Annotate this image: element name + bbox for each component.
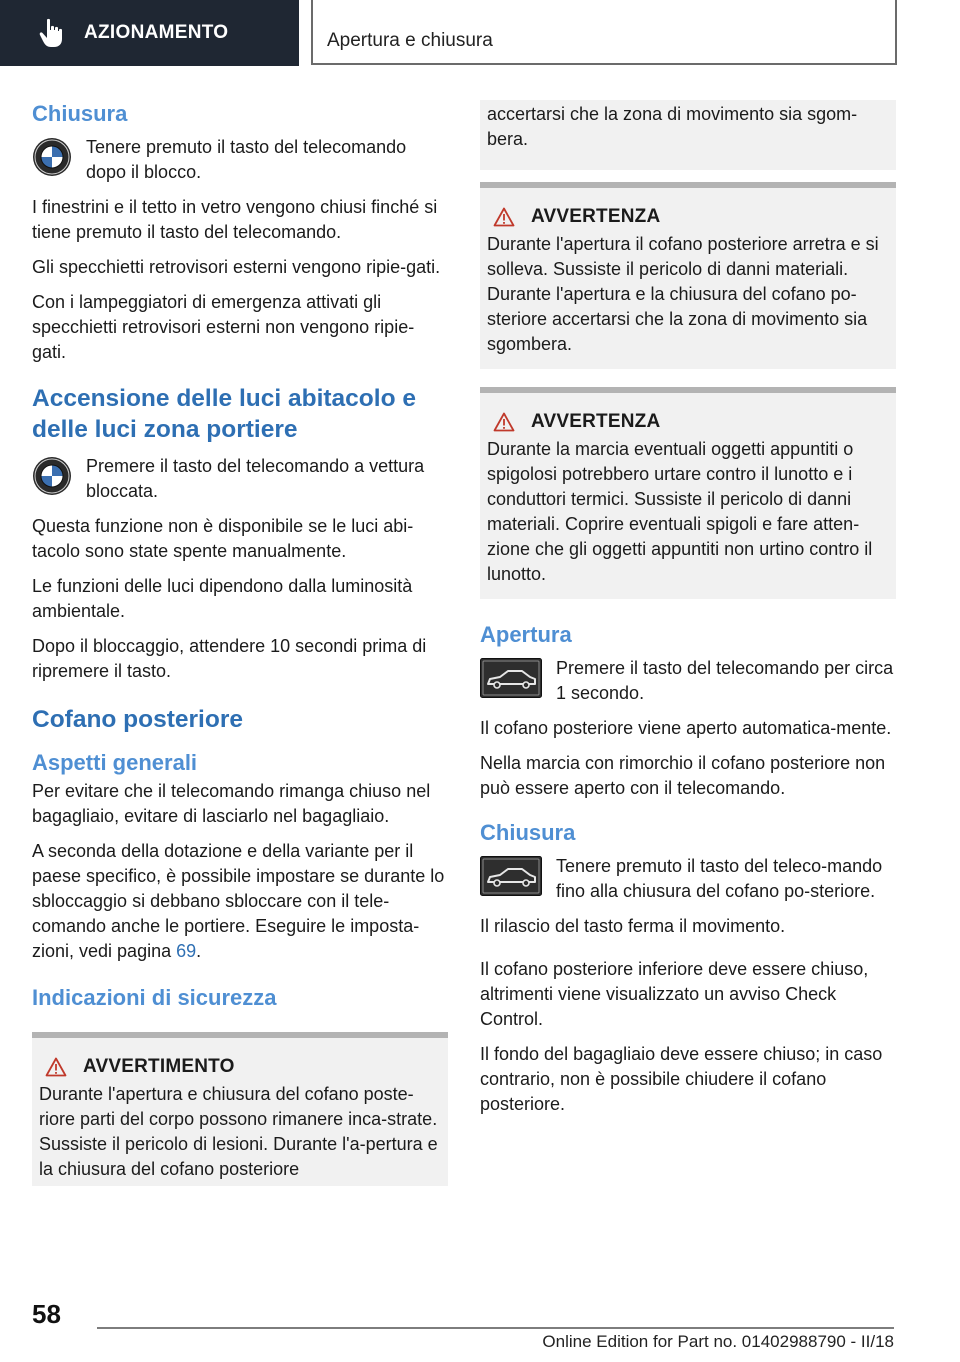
warning-text: Durante la marcia eventuali oggetti appuntiti o spigolosi potrebbero urtare contro il lunotto e i conduttori termici. Sussiste il pericolo di danni materiali. Coprire eventuali spigoli e fare atten-zione che gli oggetti appuntiti non urtino contro il lunotto. <box>487 439 873 584</box>
warning-triangle-icon <box>493 412 515 432</box>
warning-title: AVVERTENZA <box>531 206 661 227</box>
bmw-logo-icon <box>32 456 72 496</box>
warning-text: Durante l'apertura e chiusura del cofano poste-riore parti del corpo possono rimanere inca-strate. Sussiste il pericolo di lesioni. Durante l'a-pertura e la chiusura del cofano posteriore <box>39 1084 438 1179</box>
warning-title: AVVERTENZA <box>531 411 661 432</box>
subheading-sicurezza: Indicazioni di sicurezza <box>32 985 277 1010</box>
topic-title: Apertura e chiusura <box>327 30 493 51</box>
remote-instruction-text: Premere il tasto del telecomando per circa 1 secondo. <box>556 658 894 703</box>
paragraph-text: A seconda della dotazione e della variante per il paese specifico, è possibile impostare se durante lo sbloccaggio si debbano sbloccare con il tele-comando anche le portiere. Eseguire le imposta-zioni, vedi pagina <box>32 841 445 961</box>
warning-triangle-icon <box>493 207 515 227</box>
section-title: AZIONAMENTO <box>84 22 229 43</box>
warning-text: Durante l'apertura il cofano posteriore arretra e si solleva. Sussiste il pericolo di danni materiali. Durante l'apertura e la chiusura del cofano po-steriore accertarsi che la zona di movimento sia sgombera. <box>487 234 879 354</box>
warning-text: accertarsi che la zona di movimento sia sgom-bera. <box>487 104 858 149</box>
paragraph: Il rilascio del tasto ferma il movimento. <box>480 916 786 936</box>
paragraph: Questa funzione non è disponibile se le luci abi-tacolo sono state spente manualmente. <box>32 516 414 561</box>
paragraph: Il cofano posteriore viene aperto automatica-mente. <box>480 718 892 738</box>
subheading-generali: Aspetti generali <box>32 750 198 775</box>
warning-continuation <box>480 100 896 170</box>
paragraph: Le funzioni delle luci dipendono dalla luminosità ambientale. <box>32 576 413 621</box>
warning-title-row <box>487 411 888 433</box>
heading-chiusura: Chiusura <box>32 101 128 126</box>
heading-chiusura-cofano: Chiusura <box>480 820 576 845</box>
bmw-logo-icon <box>32 137 72 177</box>
heading-cofano: Cofano posteriore <box>32 706 243 733</box>
remote-instruction-text: Premere il tasto del telecomando a vettura bloccata. <box>86 456 425 501</box>
remote-instruction <box>32 135 448 185</box>
footer-divider <box>97 1327 894 1329</box>
hand-pointer-icon <box>38 18 66 48</box>
warning-title: AVVERTIMENTO <box>83 1056 235 1077</box>
topic-box <box>311 0 897 65</box>
section-tab <box>0 0 299 66</box>
paragraph: Dopo il bloccaggio, attendere 10 secondi prima di ripremere il tasto. <box>32 636 427 681</box>
paragraph <box>32 839 448 964</box>
remote-instruction-text: Tenere premuto il tasto del teleco-mando fino alla chiusura del cofano po-steriore. <box>556 856 883 901</box>
paragraph-text: . <box>196 941 202 961</box>
paragraph: I finestrini e il tetto in vetro vengono chiusi finché si tiene premuto il tasto del telecomando. <box>32 197 438 242</box>
remote-instruction-text: Tenere premuto il tasto del telecomando dopo il blocco. <box>86 137 407 182</box>
page-link[interactable]: 69 <box>176 941 197 961</box>
paragraph: Per evitare che il telecomando rimanga chiuso nel bagagliaio, evitare di lasciarlo nel bagagliaio. <box>32 781 431 826</box>
warning-triangle-icon <box>45 1057 67 1077</box>
car-trunk-icon <box>480 856 542 896</box>
warning-title-row <box>39 1056 440 1078</box>
remote-instruction <box>32 454 448 504</box>
right-column <box>480 100 896 1127</box>
heading-apertura: Apertura <box>480 622 572 647</box>
warning-box <box>480 182 896 369</box>
remote-instruction <box>480 656 896 706</box>
paragraph: Con i lampeggiatori di emergenza attivati gli specchietti retrovisori esterni non vengono ripie-gati. <box>32 292 415 362</box>
paragraph: Gli specchietti retrovisori esterni vengono ripie-gati. <box>32 257 441 277</box>
left-column <box>32 100 448 1204</box>
warning-box <box>32 1032 448 1186</box>
warning-box <box>480 387 896 599</box>
paragraph: Il fondo del bagagliaio deve essere chiuso; in caso contrario, non è possibile chiudere il cofano posteriore. <box>480 1044 883 1114</box>
paragraph: Il cofano posteriore inferiore deve essere chiuso, altrimenti viene visualizzato un avviso Check Control. <box>480 959 869 1029</box>
page-number: 58 <box>32 1299 61 1329</box>
remote-instruction <box>480 854 896 904</box>
warning-title-row <box>487 206 888 228</box>
car-trunk-icon <box>480 658 542 698</box>
paragraph: Nella marcia con rimorchio il cofano posteriore non può essere aperto con il telecomando. <box>480 753 886 798</box>
heading-luci: Accensione delle luci abitacolo e delle luci zona portiere <box>32 385 416 443</box>
footer-edition: Online Edition for Part no. 01402988790 - II/18 <box>542 1332 894 1351</box>
